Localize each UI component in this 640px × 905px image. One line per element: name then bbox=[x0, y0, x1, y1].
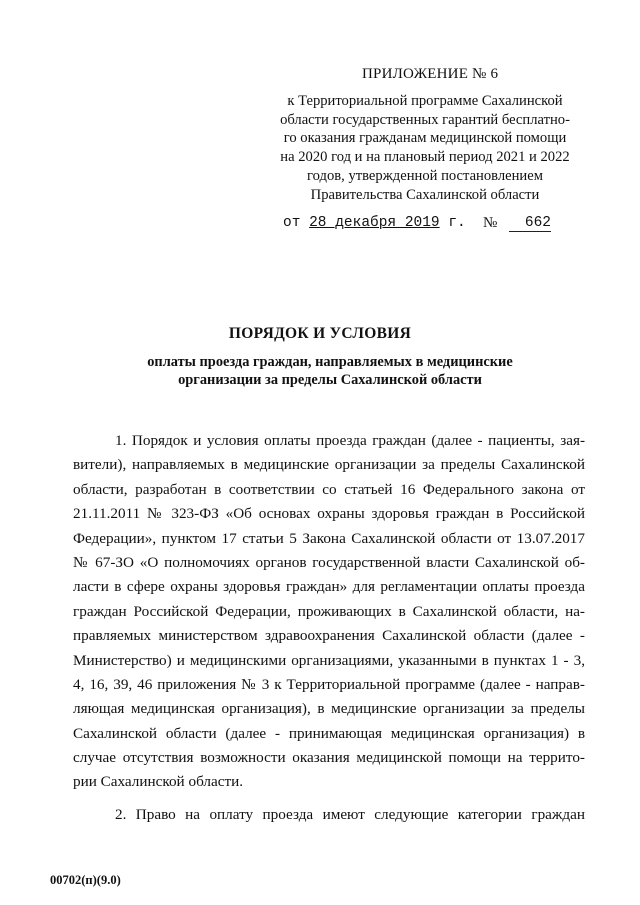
appendix-line: Правительства Сахалинской области bbox=[310, 186, 540, 203]
appendix-line: на 2020 год и на плановый период 2021 и 2022 bbox=[280, 149, 570, 166]
paragraph-line: Федерации», пунктом 17 статьи 5 Закона Сахалинской области от 13.07.2017 bbox=[73, 529, 585, 547]
appendix-line: го оказания гражданам медицинской помощи bbox=[283, 130, 567, 147]
paragraph-line: 4, 16, 39, 46 приложения № 3 к Территориальной программе (далее - направ- bbox=[73, 675, 585, 693]
order-number: 662 bbox=[509, 215, 551, 232]
subheading-line: оплаты проезда граждан, направляемых в медицинские bbox=[147, 354, 513, 370]
appendix-line: к Территориальной программе Сахалинской bbox=[287, 93, 563, 109]
paragraph-line: 2. Право на оплату проезда имеют следующие категории граждан bbox=[115, 805, 585, 823]
order-year-suffix: г. bbox=[448, 215, 466, 231]
order-number-sign: № bbox=[483, 215, 498, 231]
order-prefix: от bbox=[283, 215, 301, 231]
subheading-line: организации за пределы Сахалинской области bbox=[178, 371, 482, 388]
paragraph-line: случае отсутствия возможности оказания медицинской помощи на террито- bbox=[73, 749, 585, 767]
paragraph-line: области, разработан в соответствии со статьей 16 Федерального закона от bbox=[73, 480, 585, 498]
paragraph-line: граждан Российской Федерации, проживающих в Сахалинской области, на- bbox=[73, 602, 585, 620]
order-date: 28 декабря 2019 bbox=[309, 215, 440, 231]
appendix-title: ПРИЛОЖЕНИЕ № 6 bbox=[362, 66, 499, 82]
document-subheading bbox=[120, 354, 540, 389]
paragraph-line: правляемых министерством здравоохранения Сахалинской области (далее - bbox=[73, 627, 585, 645]
document-heading: ПОРЯДОК И УСЛОВИЯ bbox=[228, 325, 412, 342]
paragraph-line: вители), направляемых в медицинские организации за пределы Сахалинской bbox=[73, 456, 585, 474]
paragraph-line: Сахалинской области (далее - принимающая медицинская организация) в bbox=[73, 724, 585, 742]
paragraph-line: Министерство) и медицинскими организациями, указанными в пунктах 1 - 3, bbox=[73, 651, 585, 669]
paragraph-line: 1. Порядок и условия оплаты проезда граждан (далее - пациенты, зая- bbox=[115, 432, 585, 449]
paragraph-line: № 67-ЗО «О полномочиях органов государственной власти Сахалинской об- bbox=[73, 553, 585, 571]
appendix-line: годов, утвержденной постановлением bbox=[307, 167, 543, 184]
appendix-description bbox=[250, 92, 600, 204]
paragraph-line: рии Сахалинской области. bbox=[73, 773, 244, 791]
paragraph-line: 21.11.2011 № 323-ФЗ «Об основах охраны здоровья граждан в Российской bbox=[73, 505, 585, 523]
order-reference bbox=[283, 215, 551, 231]
paragraph-line: ляющая медицинская организация), в медицинские организации за пределы bbox=[73, 700, 585, 718]
paragraph-line: ласти в сфере охраны здоровья граждан» для регламентации оплаты проезда bbox=[73, 578, 585, 596]
body-text bbox=[73, 429, 585, 827]
document-code: 00702(п)(9.0) bbox=[50, 873, 121, 887]
appendix-line: области государственных гарантий бесплатно- bbox=[280, 111, 570, 128]
